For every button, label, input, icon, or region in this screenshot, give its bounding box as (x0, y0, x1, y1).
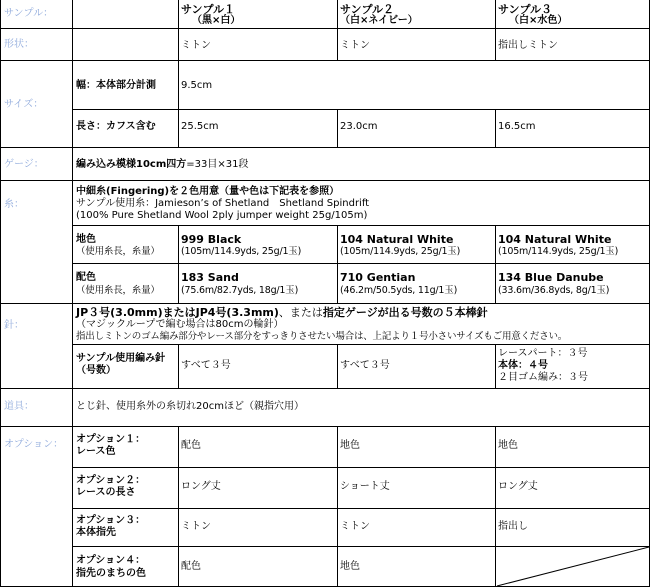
rule (337, 344, 338, 388)
rule (72, 225, 650, 226)
option4-label: オプション４： (76, 555, 146, 566)
shape-value-1: ミトン (181, 40, 211, 51)
sample-header-label: サンプル： (4, 8, 54, 19)
needle-line-3: 指出しミトンのゴム編み部分やレース部分をすっきりさせたい場合は、上記より１号小さいサイズもご用意ください。 (76, 331, 568, 342)
rule (0, 0, 1, 587)
needle-line-1c: 、または (278, 306, 323, 319)
needle-used-3-line3: ２目ゴム編み：３号 (498, 372, 588, 383)
yarn-contrast-label: 配色 (76, 272, 96, 283)
yarn-contrast-2-detail: (46.2m/50.5yds, 11g/1玉) (340, 285, 458, 296)
size-length-label: 長さ：カフス含む (76, 121, 156, 132)
rule (0, 303, 650, 304)
yarn-line-2: サンプル使用糸：Jamieson’s of Shetland Shetland Spindrift (76, 198, 370, 209)
option3-value-3: 指出し (498, 521, 528, 532)
notions-text: とじ針、使用糸外の糸切れ20cmほど（親指穴用） (76, 401, 304, 412)
option2-sub: レースの長さ (76, 487, 136, 498)
yarn-main-label: 地色 (76, 234, 96, 245)
option3-label: オプション３： (76, 515, 146, 526)
rule (0, 28, 650, 29)
needle-line-1d: 指定ゲージが出る号数の５本棒針 (322, 306, 488, 319)
yarn-contrast-3-name: 134 Blue Danube (498, 271, 604, 284)
option2-value-2: ショート丈 (340, 481, 390, 492)
yarn-main-2-detail: (105m/114.9yds, 25g/1玉) (340, 246, 461, 257)
option1-value-3: 地色 (498, 440, 518, 451)
option4-value-2: 地色 (340, 561, 360, 572)
option3-value-2: ミトン (340, 521, 370, 532)
rule (178, 0, 179, 60)
options-label: オプション： (4, 439, 64, 450)
option2-value-3: ロング丈 (498, 481, 538, 492)
empty-cell-diagonal (495, 546, 650, 587)
option4-sub: 指先のまちの色 (76, 568, 146, 579)
notions-label: 道具： (4, 401, 34, 412)
yarn-main-2-name: 104 Natural White (340, 233, 454, 246)
gauge-text-rest: =33目×31段 (186, 159, 249, 170)
yarn-contrast-1-name: 183 Sand (181, 271, 239, 284)
size-length-value-1: 25.5cm (181, 121, 219, 132)
option3-sub: 本体指先 (76, 527, 116, 538)
option1-value-2: 地色 (340, 440, 360, 451)
option2-value-1: ロング丈 (181, 481, 221, 492)
sample1-subtitle: （黒×白） (192, 15, 241, 26)
needle-used-label: サンプル使用編み針 (76, 353, 166, 364)
needle-line-1a: JP３号(3.0mm)または (76, 306, 196, 319)
needle-used-2: すべて３号 (340, 360, 390, 371)
rule (495, 344, 496, 388)
needle-used-3-line1: レースパート：３号 (498, 348, 588, 359)
rule (0, 60, 650, 61)
option2-label: オプション２： (76, 475, 146, 486)
yarn-main-1-name: 999 Black (181, 233, 242, 246)
size-label: サイズ： (4, 99, 44, 110)
rule (178, 344, 179, 388)
yarn-label: 糸： (4, 199, 24, 210)
yarn-main-1-detail: (105m/114.9yds, 25g/1玉) (181, 246, 302, 257)
gauge-text-bold: 編み込み模様10cm四方 (76, 159, 187, 170)
rule (72, 0, 73, 587)
rule (495, 225, 496, 303)
option1-sub: レース色 (76, 446, 116, 457)
yarn-line-1: 中細糸(Fingering)を２色用意（量や色は下記表を参照） (76, 186, 340, 197)
rule (72, 109, 650, 110)
rule (337, 109, 338, 147)
rule (0, 180, 650, 181)
sample2-subtitle: （白×ネイビー） (340, 15, 418, 26)
sample2-title: サンプル２ (340, 3, 395, 16)
needle-used-sub: （号数） (76, 365, 116, 376)
rule (178, 61, 179, 147)
shape-value-2: ミトン (340, 40, 370, 51)
needle-used-1: すべて３号 (181, 360, 231, 371)
gauge-text (76, 159, 248, 171)
option1-value-1: 配色 (181, 440, 201, 451)
option1-label: オプション１： (76, 434, 146, 445)
yarn-contrast-sub: （使用糸長，糸量） (76, 285, 160, 296)
size-length-value-2: 23.0cm (340, 121, 378, 132)
rule (72, 467, 650, 468)
rule (495, 109, 496, 147)
needle-used-3-line2: 本体：４号 (498, 360, 548, 371)
needle-line-1b: JP4号(3.3mm) (195, 306, 279, 319)
yarn-contrast-2-name: 710 Gentian (340, 271, 416, 284)
needle-line-2: （マジックループで編む場合は80cmの輪針） (76, 319, 284, 330)
size-width-label: 幅：本体部分計測 (76, 80, 156, 91)
option4-value-1: 配色 (181, 561, 201, 572)
option3-value-1: ミトン (181, 521, 211, 532)
yarn-contrast-1-detail: (75.6m/82.7yds, 18g/1玉) (181, 285, 299, 296)
rule (72, 263, 650, 264)
shape-label: 形状： (4, 39, 34, 50)
yarn-line-3: (100% Pure Shetland Wool 2ply jumper weight 25g/105m) (76, 210, 368, 221)
gauge-label: ゲージ： (4, 159, 44, 170)
sample3-title: サンプル３ (498, 3, 553, 16)
needle-label: 針： (4, 320, 24, 331)
rule (337, 426, 338, 587)
size-length-value-3: 16.5cm (498, 121, 536, 132)
size-width-value: 9.5cm (181, 80, 213, 91)
rule (0, 147, 650, 148)
rule (72, 344, 650, 345)
rule (0, 426, 650, 427)
needle-line-1 (76, 306, 488, 319)
rule (0, 388, 650, 389)
rule (337, 0, 338, 60)
shape-value-3: 指出しミトン (498, 40, 558, 51)
rule (495, 0, 496, 60)
yarn-main-3-detail: (105m/114.9yds, 25g/1玉) (498, 246, 619, 257)
rule (72, 508, 650, 509)
rule (178, 225, 179, 303)
sample3-subtitle: （白×水色） (509, 15, 568, 26)
yarn-main-sub: （使用糸長，糸量） (76, 246, 160, 257)
rule (337, 225, 338, 303)
yarn-main-3-name: 104 Natural White (498, 233, 612, 246)
rule (178, 426, 179, 587)
sample1-title: サンプル１ (181, 3, 236, 16)
yarn-contrast-3-detail: (33.6m/36.8yds, 8g/1玉) (498, 285, 610, 296)
